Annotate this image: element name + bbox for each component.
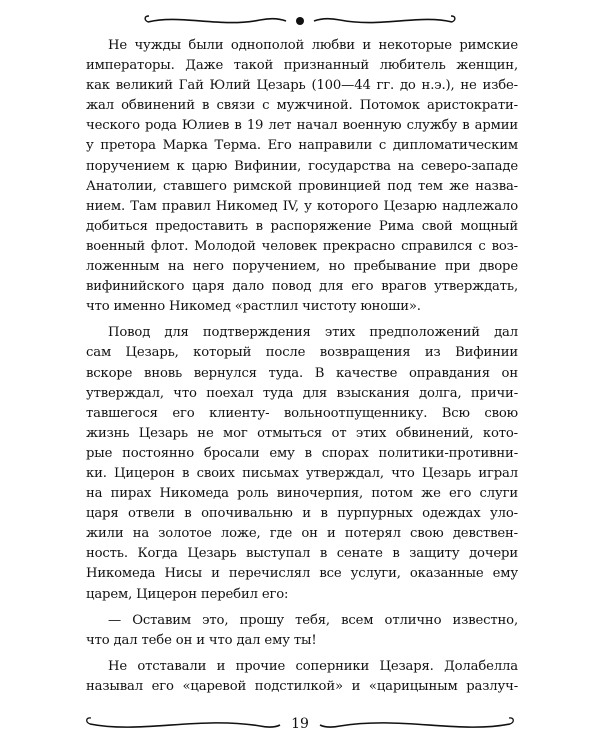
- text-line: Анатолии, ставшего римской провинцией под тем же назва-: [86, 178, 518, 194]
- text-line: Не чужды были однополой любви и некоторые римские: [108, 38, 518, 53]
- text-line: утверждал, что поехал туда для взыскания долга, причи-: [86, 385, 518, 401]
- text-line: царем, Цицерон перебил его:: [86, 586, 289, 602]
- text-line: царя отвели в опочивальню и в пурпурных одеждах уло-: [86, 506, 518, 522]
- text-line: Повод для подтверждения этих предположений дал: [108, 325, 518, 341]
- text-line: на пирах Никомеда роль виночерпия, потом же его слуги: [86, 486, 518, 502]
- text-line: что именно Никомед «растлил чистоту юноши».: [86, 299, 421, 315]
- text-line: что дал тебе он и что дал ему ты!: [86, 632, 317, 648]
- text-line: нием. Там правил Никомед IV, у которого Цезарю надлежало: [86, 198, 518, 214]
- paragraph-1: [86, 36, 518, 317]
- text-line: вифинийского царя дало повод для его врагов утверждать,: [86, 279, 518, 295]
- text-line: — Оставим это, прошу тебя, всем отлично известно,: [108, 612, 518, 628]
- text-line: ческого рода Юлиев в 19 лет начал военную службу в армии: [86, 118, 518, 134]
- text-line: сам Цезарь, который после возвращения из Вифинии: [86, 345, 518, 361]
- body-text: [86, 36, 518, 697]
- paragraph-2: [86, 323, 518, 604]
- paragraph-4: [86, 657, 518, 697]
- text-line: как великий Гай Юлий Цезарь (100—44 гг. до н.э.), не избе-: [86, 78, 518, 94]
- text-line: военный флот. Молодой человек прекрасно справился с воз-: [86, 238, 518, 254]
- text-line: добиться предоставить в распоряжение Рима свой мощный: [86, 218, 518, 234]
- text-line: Не отставали и прочие соперники Цезаря. Долабелла: [108, 658, 518, 674]
- text-line: тавшегося его клиенту- вольноотпущеннику. Всю свою: [86, 405, 518, 421]
- text-line: называл его «царевой подстилкой» и «царицыным разлуч-: [86, 678, 518, 694]
- text-line: императоры. Даже такой признанный любитель женщин,: [86, 58, 518, 74]
- text-line: рые постоянно бросали ему в спорах политики-противни-: [86, 445, 518, 461]
- text-line: жизнь Цезарь не мог отмыться от этих обвинений, кото-: [86, 425, 518, 441]
- text-line: ложенным на него поручением, но пребывание при дворе: [86, 259, 518, 275]
- text-line: ки. Цицерон в своих письмах утверждал, что Цезарь играл: [86, 465, 518, 481]
- page-number: 19: [291, 716, 309, 732]
- text-line: ность. Когда Цезарь выступал в сенате в защиту дочери: [86, 546, 518, 562]
- paragraph-3: [86, 611, 518, 651]
- text-line: жили на золотое ложе, где он и потерял свою девствен-: [86, 526, 518, 542]
- top-ornament-icon: [140, 8, 460, 34]
- text-line: вскоре вновь вернулся туда. В качестве оправдания он: [86, 365, 518, 381]
- text-line: жал обвинений в связи с мужчиной. Потомок аристократи-: [86, 98, 518, 114]
- text-line: у претора Марка Терма. Его направили с дипломатическим: [86, 138, 518, 154]
- text-line: Никомеда Нисы и перечислял все услуги, оказанные ему: [86, 566, 518, 582]
- text-line: поручением к царю Вифинии, государства на северо-западе: [86, 158, 518, 174]
